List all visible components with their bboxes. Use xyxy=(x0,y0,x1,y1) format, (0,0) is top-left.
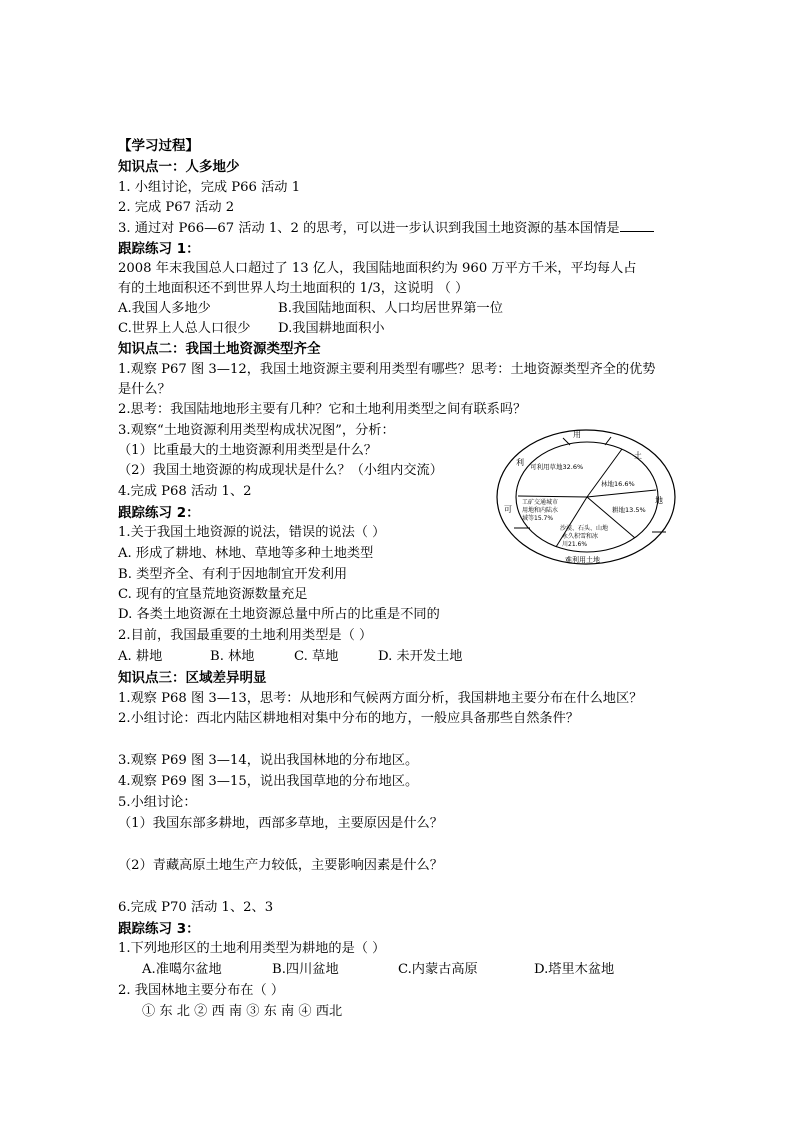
ex3-q1: 1.下列地形区的土地利用类型为耕地的是（ ） xyxy=(118,941,386,956)
kp2-line-4: 4.完成 P68 活动 1、2 xyxy=(118,484,252,499)
slice-divider xyxy=(587,490,656,497)
ex1-option-a: A.我国人多地少 xyxy=(118,301,211,316)
kp2-line-1: 1.观察 P67 图 3—12，我国土地资源主要利用类型有哪些？思考：土地资源类型齐全的优势 xyxy=(118,362,656,377)
ex2-q2-option-d: D. 未开发土地 xyxy=(378,649,463,664)
slice-label-urban-1: 工矿交通城市 xyxy=(522,499,559,506)
kp3-line-3: 3.观察 P69 图 3—14，说出我国林地的分布地区。 xyxy=(118,753,419,768)
ex2-q2-option-b: B. 林地 xyxy=(210,649,255,664)
ring-label-bottom: 难利用土地 xyxy=(565,556,600,564)
ex2-q2-option-a: A. 耕地 xyxy=(118,649,163,664)
kp2-heading: 知识点二：我国土地资源类型齐全 xyxy=(118,341,321,357)
kp3-line-4: 4.观察 P69 图 3—15，说出我国草地的分布地区。 xyxy=(118,774,419,789)
kp3-line-5b: （2）青藏高原土地生产力较低，主要影响因素是什么？ xyxy=(118,858,443,873)
ex1-option-c: C.世界上人总人口很少 xyxy=(118,321,251,336)
kp2-line-2: 2.思考：我国陆地地形主要有几种？它和土地利用类型之间有联系吗？ xyxy=(118,402,527,417)
kp3-line-2: 2.小组讨论：西北内陆区耕地相对集中分布的地方，一般应具备那些自然条件？ xyxy=(118,711,579,726)
kp2-line-1b: 是什么？ xyxy=(118,382,171,397)
land-use-pie-diagram xyxy=(494,428,678,570)
slice-label-desert-1: 沙漠、石头、山地 xyxy=(560,525,609,532)
slice-label-urban-3: 域等15.7% xyxy=(522,515,554,522)
ex2-q1: 1.关于我国土地资源的说法，错误的说法（ ） xyxy=(118,525,386,540)
slice-label-farmland: 耕地13.5% xyxy=(612,506,646,514)
ex3-q2-options: ① 东 北 ② 西 南 ③ 东 南 ④ 西北 xyxy=(142,1004,343,1019)
slice-label-forest: 林地16.6% xyxy=(601,480,635,488)
section-title: 【学习过程】 xyxy=(118,138,199,154)
kp1-item-3 xyxy=(118,218,654,239)
ex2-q1-option-d: D. 各类土地资源在土地资源总量中所占的比重是不同的 xyxy=(118,607,440,622)
ex1-heading: 跟踪练习 1： xyxy=(118,241,200,257)
ex2-q1-option-b: B. 类型齐全、有利于因地制宜开发利用 xyxy=(118,567,348,582)
kp3-line-6: 6.完成 P70 活动 1、2、3 xyxy=(118,900,274,915)
kp1-item-2: 2. 完成 P67 活动 2 xyxy=(118,200,235,215)
kp2-line-3b: （2）我国土地资源的构成现状是什么？（小组内交流） xyxy=(118,463,443,478)
ring-label-top-left: 利 xyxy=(516,458,524,467)
answer-blank[interactable] xyxy=(620,218,654,232)
kp3-line-5a: （1）我国东部多耕地，西部多草地，主要原因是什么？ xyxy=(118,816,443,831)
ex3-q1-option-a: A.准噶尔盆地 xyxy=(142,962,222,977)
ex1-option-b: B.我国陆地面积、人口均居世界第一位 xyxy=(278,301,503,316)
ex1-question-line-1: 2008 年末我国总人口超过了 13 亿人，我国陆地面积约为 960 万平方千米，平均每人占 xyxy=(118,261,637,276)
ex3-heading: 跟踪练习 3： xyxy=(118,921,200,937)
ex2-q2: 2.目前，我国最重要的土地利用类型是（ ） xyxy=(118,628,373,643)
ring-label-top-right: 土 xyxy=(634,451,642,460)
kp3-heading: 知识点三：区域差异明显 xyxy=(118,670,267,686)
ex2-q1-option-a: A. 形成了耕地、林地、草地等多种土地类型 xyxy=(118,546,374,561)
kp1-heading: 知识点一：人多地少 xyxy=(118,159,240,175)
ex2-q1-option-c: C. 现有的宜垦荒地资源数量充足 xyxy=(118,587,308,602)
ex3-q1-option-b: B.四川盆地 xyxy=(272,962,339,977)
ex2-heading: 跟踪练习 2： xyxy=(118,505,200,521)
ex3-q1-option-d: D.塔里木盆地 xyxy=(534,962,615,977)
ring-label-top: 用 xyxy=(573,430,581,439)
kp1-item-3-text: 3. 通过对 P66—67 活动 1、2 的思考，可以进一步认识到我国土地资源的基本国情是 xyxy=(118,221,620,236)
ex1-question-line-2: 有的土地面积还不到世界人均土地面积的 1/3，这说明 （ ） xyxy=(118,281,469,296)
kp1-item-1: 1. 小组讨论，完成 P66 活动 1 xyxy=(118,180,301,195)
ring-label-right: 地 xyxy=(655,496,663,505)
slice-label-grassland: 可利用草地32.6% xyxy=(530,463,584,471)
ex3-q2: 2. 我国林地主要分布在（ ） xyxy=(118,983,285,998)
kp2-line-3a: （1）比重最大的土地资源利用类型是什么？ xyxy=(118,443,377,458)
kp3-line-5: 5.小组讨论： xyxy=(118,795,197,810)
kp2-line-3: 3.观察“土地资源利用类型构成状况图”，分析： xyxy=(118,423,395,438)
slice-divider xyxy=(518,496,587,497)
slice-divider xyxy=(587,449,622,497)
ex3-q1-option-c: C.内蒙古高原 xyxy=(398,962,478,977)
kp3-line-1: 1.观察 P68 图 3—13，思考：从地形和气候两方面分析，我国耕地主要分布在什么地区？ xyxy=(118,691,643,706)
slice-label-desert-3: 川21.6% xyxy=(562,541,588,548)
slice-label-desert-2: 永久积雪和冰 xyxy=(562,533,599,540)
ex1-option-d: D.我国耕地面积小 xyxy=(278,321,385,336)
ex2-q2-option-c: C. 草地 xyxy=(294,649,339,664)
slice-label-urban-2: 用地和内陆水 xyxy=(522,507,559,514)
ring-label-left: 可 xyxy=(504,505,512,514)
